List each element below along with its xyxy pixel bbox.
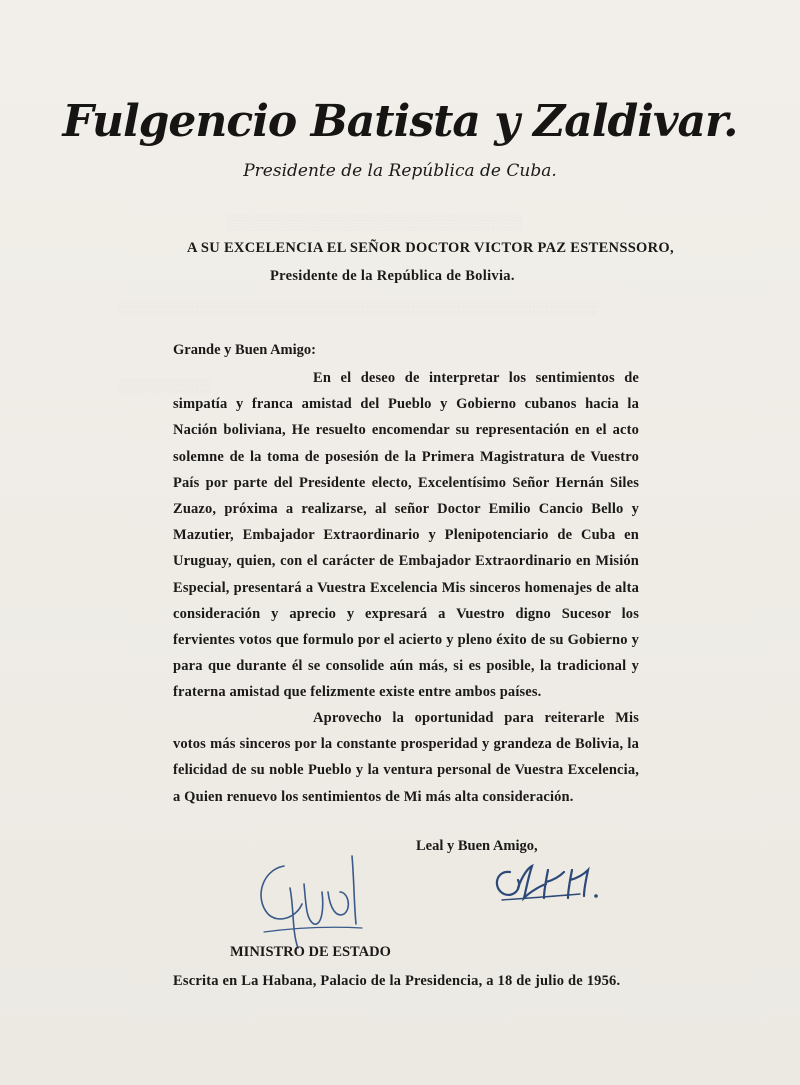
president-signature <box>488 858 608 910</box>
closing-phrase: Leal y Buen Amigo, <box>416 838 538 854</box>
show-through-text: ░░░░░░░░░░ <box>118 378 211 393</box>
minister-title: MINISTRO DE ESTADO <box>230 944 391 960</box>
body-paragraph: En el deseo de interpretar los sentimientos de simpatía y franca amistad del Pueblo y Gobierno cubanos hacia la Nación boliviana, He resuelto encomendar su representación en el acto solemne de la toma de posesión de la Primera Magistratura de Vuestro País por parte del Presidente electo, Excelentísimo Señor Hernán Siles Zuazo, próxima a realizarse, al señor Doctor Emilio Cancio Bello y Mazutier, Embajador Extraordinario y Plenipotenciario de Cuba en Uruguay, quien, con el carácter de Embajador Extraordinario en Misión Especial, presentará a Vuestra Excelencia Mis sinceros homenajes de alta consideración y aprecio y expresará a Vuestro digno Sucesor los fervientes votos que formulo por el acierto y pleno éxito de su Gobierno y para que durante él se consolide aún más, si es posible, la tradicional y fraterna amistad que felizmente existe entre ambos países. <box>173 370 639 701</box>
recipient-line: A SU EXCELENCIA EL SEÑOR DOCTOR VICTOR PAZ ESTENSSORO, <box>187 240 674 256</box>
letterhead-title: Presidente de la República de Cuba. <box>243 161 557 181</box>
body-paragraph: Aprovecho la oportunidad para reiterarle Mis votos más sinceros por la constante prosperidad y grandeza de Bolivia, la felicidad de su noble Pueblo y la ventura personal de Vuestra Excelencia, a Quien renuevo los sentimientos de Mi más alta consideración. <box>173 710 639 805</box>
show-through-text: ░░░░░░░░░░░░░░░░░░░░░░░░░░░░ <box>225 214 523 231</box>
letterhead-name: Fulgencio Batista y Zaldivar. <box>62 96 738 147</box>
recipient-title: Presidente de la República de Bolivia. <box>270 268 515 284</box>
show-through-text: ░░░░░░░░░░░░░░░░░░░░░░░░░░░░░░░░░░░░░░░░░░░░░░░░░░░░ <box>118 300 597 315</box>
minister-signature <box>244 848 384 958</box>
salutation: Grande y Buen Amigo: <box>173 342 316 358</box>
place-and-date: Escrita en La Habana, Palacio de la Presidencia, a 18 de julio de 1956. <box>173 973 621 989</box>
